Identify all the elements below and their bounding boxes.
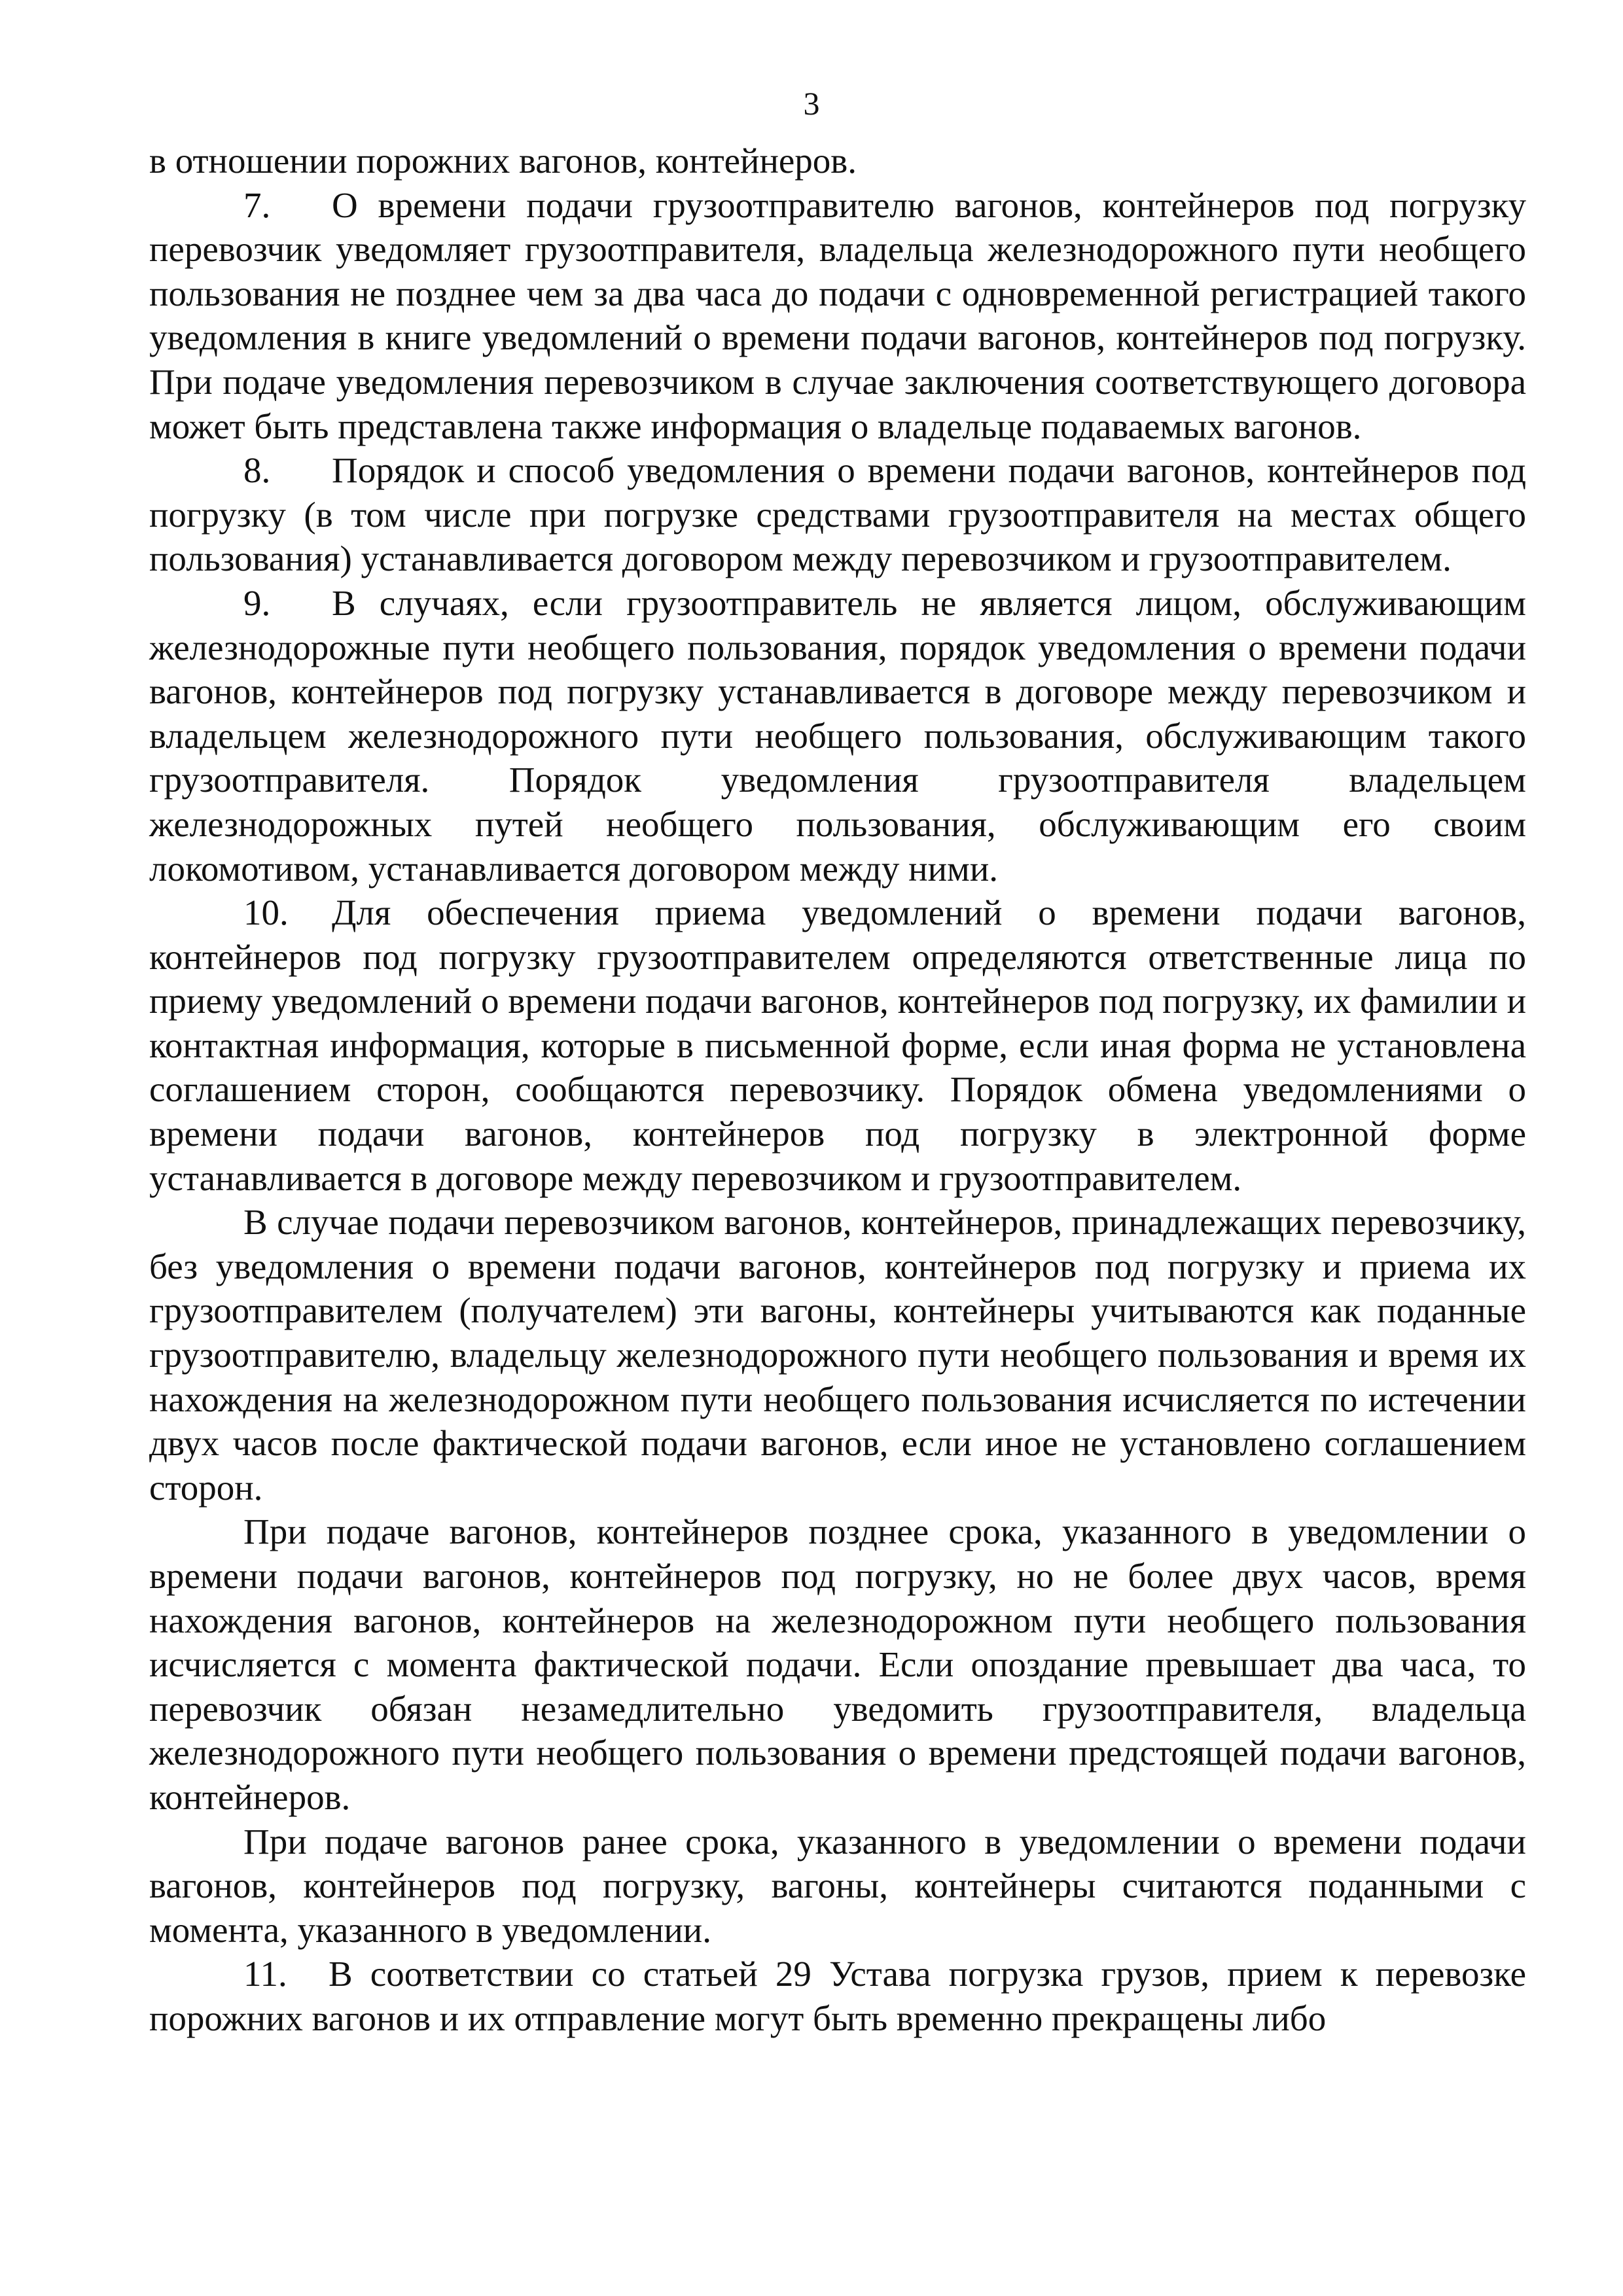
paragraph-10-subparagraph xyxy=(149,1200,1526,1510)
paragraph-11 xyxy=(149,1952,1526,2040)
paragraph-number: 7. xyxy=(243,185,271,225)
paragraph-text: В случаях, если грузоотправитель не является лицом, обслуживающим железнодорожные пути необщего пользования, порядок уведомления о времени подачи вагонов, контейнеров под погрузку устанавливается в договоре между перевозчиком и владельцем железнодорожного пути необщего пользования, обслуживающим такого грузоотправителя. Порядок уведомления грузоотправителя владельцем железнодорожных путей необщего пользования, обслуживающим его своим локомотивом, устанавливается договором между ними. xyxy=(149,582,1526,889)
paragraph-text: Для обеспечения приема уведомлений о времени подачи вагонов, контейнеров под погрузку грузоотправителем определяются ответственные лица по приему уведомлений о времени подачи вагонов, контейнеров под погрузку, их фамилии и контактная информация, которые в письменной форме, если иная форма не установлена соглашением сторон, сообщаются перевозчику. Порядок обмена уведомлениями о времени подачи вагонов, контейнеров под погрузку в электронной форме устанавливается в договоре между перевозчиком и грузоотправителем. xyxy=(149,892,1526,1198)
paragraph-continuation xyxy=(149,139,1526,183)
paragraph-number: 11. xyxy=(243,1954,287,1994)
paragraph-number: 9. xyxy=(243,582,271,623)
paragraph-8 xyxy=(149,448,1526,581)
paragraph-text: в отношении порожних вагонов, контейнеров. xyxy=(149,141,857,181)
paragraph-number: 8. xyxy=(243,450,271,491)
paragraph-text: О времени подачи грузоотправителю вагонов, контейнеров под погрузку перевозчик уведомляет грузоотправителя, владельца железнодорожного пути необщего пользования не позднее чем за два часа до подачи с одновременной регистрацией такого уведомления в книге уведомлений о времени подачи вагонов, контейнеров под погрузку. При подаче уведомления перевозчиком в случае заключения соответствующего договора может быть представлена также информация о владельце подаваемых вагонов. xyxy=(149,185,1526,446)
paragraph-text: При подаче вагонов, контейнеров позднее срока, указанного в уведомлении о времени подачи вагонов, контейнеров под погрузку, но не более двух часов, время нахождения вагонов, контейнеров на железнодорожном пути необщего пользования исчисляется с момента фактической подачи. Если опоздание превышает два часа, то перевозчик обязан незамедлительно уведомить грузоотправителя, владельца железнодорожного пути необщего пользования о времени предстоящей подачи вагонов, контейнеров. xyxy=(149,1511,1526,1817)
paragraph-10 xyxy=(149,891,1526,1200)
paragraph-text: В случае подачи перевозчиком вагонов, контейнеров, принадлежащих перевозчику, без уведомления о времени подачи вагонов, контейнеров под погрузку и приема их грузоотправителем (получателем) эти вагоны, контейнеры учитываются как поданные грузоотправителю, владельцу железнодорожного пути необщего пользования и время их нахождения на железнодорожном пути необщего пользования исчисляется по истечении двух часов после фактической подачи вагонов, если иное не установлено соглашением сторон. xyxy=(149,1202,1526,1508)
paragraph-10-subparagraph xyxy=(149,1510,1526,1819)
paragraph-7 xyxy=(149,183,1526,449)
page-number: 3 xyxy=(803,85,820,122)
paragraph-text: При подаче вагонов ранее срока, указанного в уведомлении о времени подачи вагонов, контейнеров под погрузку, вагоны, контейнеры считаются поданными с момента, указанного в уведомлении. xyxy=(149,1821,1526,1950)
paragraph-text: В соответствии со статьей 29 Устава погрузка грузов, прием к перевозке порожних вагонов и их отправление могут быть временно прекращены либо xyxy=(149,1954,1526,2038)
paragraph-number: 10. xyxy=(243,892,289,933)
paragraph-10-subparagraph xyxy=(149,1820,1526,1952)
document-body xyxy=(149,139,1526,2041)
paragraph-text: Порядок и способ уведомления о времени подачи вагонов, контейнеров под погрузку (в том числе при погрузке средствами грузоотправителя на местах общего пользования) устанавливается договором между перевозчиком и грузоотправителем. xyxy=(149,450,1526,579)
paragraph-9 xyxy=(149,581,1526,891)
